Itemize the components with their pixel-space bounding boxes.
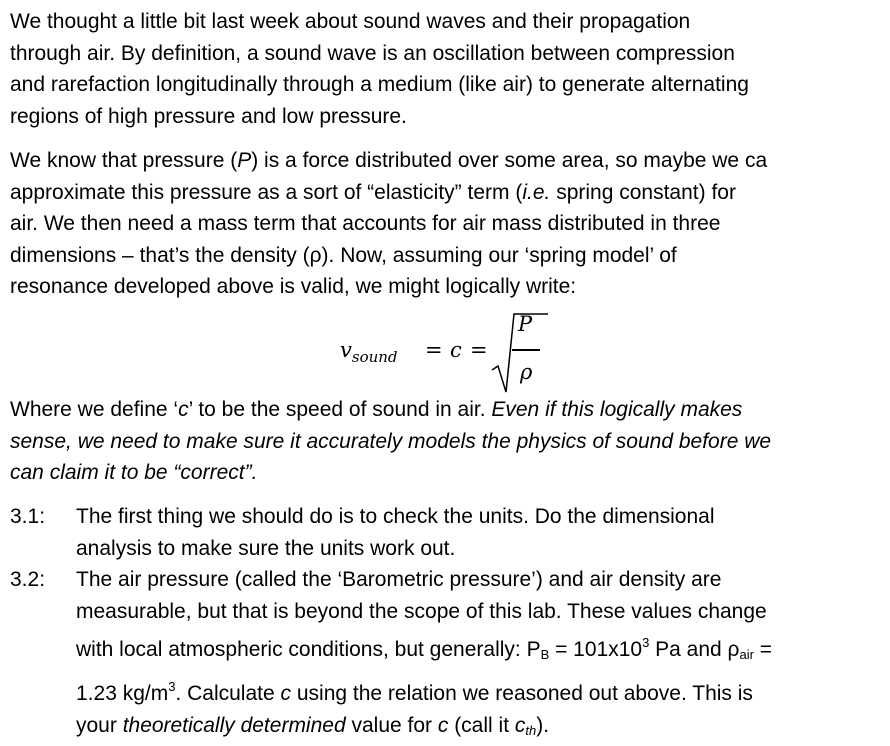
subscript: th xyxy=(525,722,537,738)
superscript: 3 xyxy=(168,678,176,694)
text-run: Pa and ρ xyxy=(649,638,740,662)
italic-run: c xyxy=(514,713,526,737)
text-line: analysis to make sure the units work out. xyxy=(76,536,456,560)
text-line: regions of high pressure and low pressure. xyxy=(10,104,407,128)
italic-run: c xyxy=(178,398,189,421)
text-run: = xyxy=(753,638,773,662)
text-run: using the relation we reasoned out above. This is xyxy=(291,681,753,705)
italic-run: c xyxy=(280,681,292,705)
text-line xyxy=(10,426,890,458)
text-line: air. We then need a mass term that accounts for air mass distributed in three xyxy=(10,212,721,236)
paragraph-definition xyxy=(10,394,890,489)
formula-var-v: v xyxy=(340,338,352,362)
paragraph-pressure xyxy=(10,145,890,303)
formula-lhs xyxy=(340,338,398,366)
subscript: B xyxy=(540,647,550,663)
text-line xyxy=(76,627,870,671)
italic-run: c xyxy=(437,713,449,737)
text-run: ). xyxy=(536,713,550,737)
text-run: ) is a force distributed over some area, so maybe we ca xyxy=(251,149,768,172)
text-line: We thought a little bit last week about sound waves and their propagation xyxy=(10,10,691,33)
text-line: resonance developed above is valid, we might logically write: xyxy=(10,275,577,299)
text-run: (call it xyxy=(448,713,515,737)
italic-run: Even if this logically makes xyxy=(491,398,743,421)
formula-subscript: sound xyxy=(351,348,398,366)
text-line xyxy=(10,145,890,177)
superscript: 3 xyxy=(642,635,650,651)
text-line: The first thing we should do is to check the units. Do the dimensional xyxy=(76,505,715,528)
text-run: value for xyxy=(345,713,438,737)
subscript: air xyxy=(739,647,754,663)
text-run: Where we define ‘ xyxy=(10,398,179,421)
text-line xyxy=(76,671,870,710)
question-item xyxy=(10,564,870,746)
text-line: measurable, but that is beyond the scope of this lab. These values change xyxy=(76,599,767,623)
formula-var-c: c xyxy=(450,338,462,362)
formula-denominator: ρ xyxy=(520,360,533,384)
text-run: We know that pressure ( xyxy=(10,149,238,172)
formula-numerator: P xyxy=(518,312,533,336)
question-item xyxy=(10,501,870,564)
text-run: = 101x10 xyxy=(549,638,643,662)
text-line: and rarefaction longitudinally through a medium (like air) to generate alternating xyxy=(10,73,749,97)
fraction-bar xyxy=(512,349,540,351)
text-run: approximate this pressure as a sort of “elasticity” term ( xyxy=(10,180,523,204)
text-run: with local atmospheric conditions, but generally: P xyxy=(76,638,541,662)
text-line xyxy=(76,710,870,746)
text-run: 1.23 kg/m xyxy=(76,681,169,705)
text-line: through air. By definition, a sound wave is an oscillation between compression xyxy=(10,41,735,65)
text-run: spring constant) for xyxy=(550,180,736,204)
text-line xyxy=(10,394,890,426)
numbered-questions xyxy=(10,501,870,746)
text-line: dimensions – that’s the density (ρ). Now, assuming our ‘spring model’ of xyxy=(10,243,677,267)
italic-run: P xyxy=(237,149,252,172)
italic-run: i.e. xyxy=(522,180,551,204)
text-line xyxy=(10,457,890,489)
speed-of-sound-formula xyxy=(340,308,580,398)
question-number: 3.2: xyxy=(10,568,46,592)
paragraph-intro xyxy=(10,6,890,132)
text-run: ’ to be the speed of sound in air. xyxy=(188,398,492,421)
formula-equals: = xyxy=(425,338,443,362)
italic-run: can claim it to be “correct”. xyxy=(10,461,258,485)
italic-run: theoretically determined xyxy=(122,713,346,737)
text-run: your xyxy=(76,713,123,737)
text-line: The air pressure (called the ‘Barometric pressure’) and air density are xyxy=(76,568,722,592)
text-run: . Calculate xyxy=(175,681,281,705)
text-line xyxy=(10,177,890,209)
question-number: 3.1: xyxy=(10,505,46,528)
italic-run: sense, we need to make sure it accurately models the physics of sound before we xyxy=(10,429,772,453)
formula-equals: = xyxy=(470,338,488,362)
